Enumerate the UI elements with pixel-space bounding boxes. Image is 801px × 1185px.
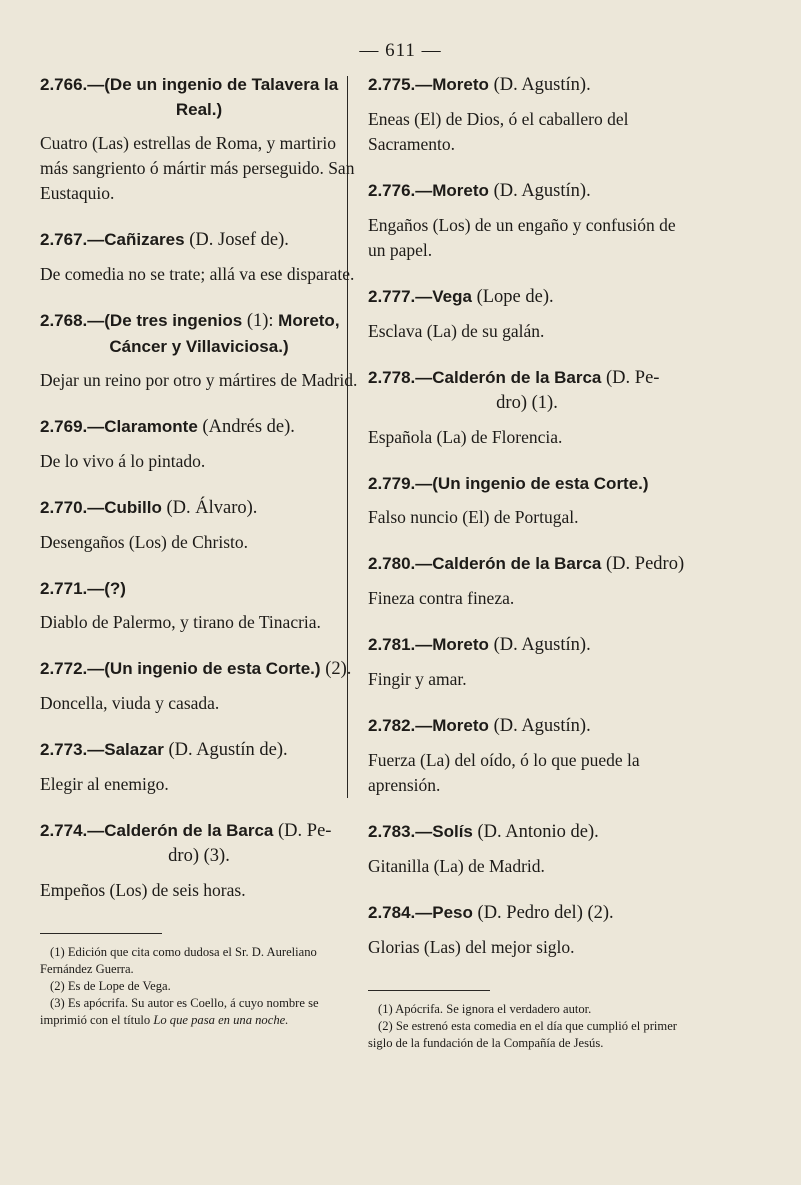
entry-number: 2.781. bbox=[368, 635, 416, 654]
entry-author: —Moreto bbox=[415, 635, 489, 654]
entry-author-detail: (D. Agustín de). bbox=[163, 740, 288, 760]
entry-number: 2.773. bbox=[40, 740, 88, 759]
entry-title: Fineza contra fineza. bbox=[368, 588, 515, 608]
entry-number: 2.779. bbox=[368, 474, 416, 493]
entry-2775 bbox=[368, 72, 686, 157]
entry-number: 2.780. bbox=[368, 554, 416, 573]
entry-author-detail: (D. Pedro del) (2). bbox=[472, 903, 614, 923]
entry-author: —Calderón de la Barca bbox=[415, 368, 602, 387]
footnote-rule bbox=[40, 933, 162, 934]
entry-author: —Moreto bbox=[415, 716, 489, 735]
entry-author-detail: (D. Agustín). bbox=[488, 181, 591, 201]
entry-author-detail: (1): bbox=[242, 311, 279, 331]
entry-author-detail: (D. Antonio de). bbox=[472, 822, 599, 842]
entry-author: —Calderón de la Barca bbox=[415, 554, 602, 573]
entry-author-2: Moreto, bbox=[278, 311, 340, 330]
entry-2778 bbox=[368, 365, 686, 450]
entry-title: Eneas (El) de Dios, ó el caballero del Sacramento. bbox=[368, 109, 629, 154]
entry-title: Desengaños (Los) de Christo. bbox=[40, 532, 249, 552]
entry-author: —Salazar bbox=[87, 740, 164, 759]
entry-author-detail: (D. Agustín). bbox=[488, 75, 591, 95]
entry-2776 bbox=[368, 178, 686, 263]
entry-author: —Cubillo bbox=[87, 498, 162, 517]
entry-author-detail-line2: dro) (3). bbox=[168, 846, 230, 866]
entry-author: —Cañizares bbox=[87, 230, 185, 249]
entry-author: —Solís bbox=[415, 822, 473, 841]
entry-author-detail: (D. Pe- bbox=[273, 821, 332, 841]
entry-2783 bbox=[368, 819, 686, 879]
entry-2767 bbox=[40, 227, 358, 287]
footnote-rule bbox=[368, 990, 490, 991]
entry-number: 2.777. bbox=[368, 287, 416, 306]
entry-author-detail: (D. Álvaro). bbox=[161, 498, 258, 518]
entry-title: Engaños (Los) de un engaño y confusión de un papel. bbox=[368, 215, 676, 260]
footnote bbox=[40, 995, 358, 1029]
entry-title: Española (La) de Florencia. bbox=[368, 427, 563, 447]
entry-2777 bbox=[368, 284, 686, 344]
entry-author: —(Un ingenio de esta Corte.) bbox=[415, 474, 649, 493]
entry-number: 2.784. bbox=[368, 903, 416, 922]
footnote-text: (3) Es apócrifa. Su autor es Coello, á cuyo nombre se imprimió con el título bbox=[40, 996, 319, 1027]
entry-author: —(?) bbox=[87, 579, 126, 598]
entry-2770 bbox=[40, 495, 358, 555]
footnote: (2) Se estrenó esta comedia en el día que cumplió el primer siglo de la fundación de la Compañía de Jesús. bbox=[368, 1019, 677, 1050]
entry-author: —Vega bbox=[415, 287, 472, 306]
entry-2779 bbox=[368, 471, 686, 530]
entry-title: Fingir y amar. bbox=[368, 669, 467, 689]
entry-author: —Moreto bbox=[415, 181, 489, 200]
entry-title: Glorias (Las) del mejor siglo. bbox=[368, 937, 575, 957]
footnotes bbox=[368, 1001, 686, 1052]
entry-2781 bbox=[368, 632, 686, 692]
entry-title: De lo vivo á lo pintado. bbox=[40, 451, 206, 471]
entry-author-line2: Cáncer y Villaviciosa.) bbox=[109, 337, 289, 356]
entry-2768 bbox=[40, 308, 358, 393]
entry-number: 2.783. bbox=[368, 822, 416, 841]
entry-author: —(De tres ingenios bbox=[87, 311, 243, 330]
entry-number: 2.772. bbox=[40, 659, 88, 678]
entry-author: —(Un ingenio de esta Corte.) bbox=[87, 659, 321, 678]
entry-title: Cuatro (Las) estrellas de Roma, y martirio más sangriento ó mártir más perseguido. San Eustaquio. bbox=[40, 133, 355, 203]
entry-number: 2.778. bbox=[368, 368, 416, 387]
entry-number: 2.768. bbox=[40, 311, 88, 330]
entry-title: Diablo de Palermo, y tirano de Tinacria. bbox=[40, 612, 321, 632]
entry-2766 bbox=[40, 72, 358, 206]
entry-author: —Peso bbox=[415, 903, 473, 922]
left-column bbox=[40, 72, 358, 1029]
entry-author-detail: (D. Pedro) bbox=[601, 554, 685, 574]
entry-number: 2.776. bbox=[368, 181, 416, 200]
entry-author-detail: (D. Josef de). bbox=[184, 230, 289, 250]
entry-author: —Moreto bbox=[415, 75, 489, 94]
entry-number: 2.769. bbox=[40, 417, 88, 436]
entry-author: —(De un ingenio de Talavera la bbox=[87, 75, 339, 94]
entry-2773 bbox=[40, 737, 358, 797]
entry-number: 2.767. bbox=[40, 230, 88, 249]
entry-number: 2.775. bbox=[368, 75, 416, 94]
entry-title: Fuerza (La) del oído, ó lo que puede la aprensión. bbox=[368, 750, 640, 795]
entry-2772 bbox=[40, 656, 358, 716]
entry-author: —Calderón de la Barca bbox=[87, 821, 274, 840]
entry-author: —Claramonte bbox=[87, 417, 198, 436]
footnote: (1) Edición que cita como dudosa el Sr. D. Aureliano Fernández Guerra. bbox=[40, 945, 317, 976]
footnote: (1) Apócrifa. Se ignora el verdadero autor. bbox=[378, 1002, 592, 1016]
footnote-italic-title: Lo que pasa en una noche. bbox=[153, 1013, 289, 1027]
entry-2774 bbox=[40, 818, 358, 903]
entry-number: 2.774. bbox=[40, 821, 88, 840]
entry-number: 2.770. bbox=[40, 498, 88, 517]
footnotes bbox=[40, 944, 358, 1029]
entry-author-detail: (D. Agustín). bbox=[488, 635, 591, 655]
entry-2780 bbox=[368, 551, 686, 611]
entry-author-detail: (D. Pe- bbox=[601, 368, 660, 388]
entry-title: Dejar un reino por otro y mártires de Madrid. bbox=[40, 370, 358, 390]
right-column bbox=[368, 72, 686, 1052]
entry-number: 2.766. bbox=[40, 75, 88, 94]
entry-title: Empeños (Los) de seis horas. bbox=[40, 880, 246, 900]
entry-2784 bbox=[368, 900, 686, 960]
entry-title: Elegir al enemigo. bbox=[40, 774, 169, 794]
entry-title: Esclava (La) de su galán. bbox=[368, 321, 545, 341]
footnote: (2) Es de Lope de Vega. bbox=[50, 979, 171, 993]
entry-title: Doncella, viuda y casada. bbox=[40, 693, 220, 713]
entry-number: 2.771. bbox=[40, 579, 88, 598]
entry-author-detail: (D. Agustín). bbox=[488, 716, 591, 736]
entry-title: Falso nuncio (El) de Portugal. bbox=[368, 507, 579, 527]
entry-author-line2: Real.) bbox=[175, 100, 223, 119]
entry-author-detail-line2: dro) (1). bbox=[496, 393, 558, 413]
entry-2782 bbox=[368, 713, 686, 798]
entry-title: Gitanilla (La) de Madrid. bbox=[368, 856, 545, 876]
entry-author-detail: (Andrés de). bbox=[197, 417, 295, 437]
entry-author-detail: (Lope de). bbox=[471, 287, 554, 307]
entry-number: 2.782. bbox=[368, 716, 416, 735]
page-number: — 611 — bbox=[359, 40, 442, 61]
entry-2771 bbox=[40, 576, 358, 635]
entry-title: De comedia no se trate; allá va ese disparate. bbox=[40, 264, 355, 284]
entry-2769 bbox=[40, 414, 358, 474]
entry-author-detail: (2). bbox=[320, 659, 352, 679]
